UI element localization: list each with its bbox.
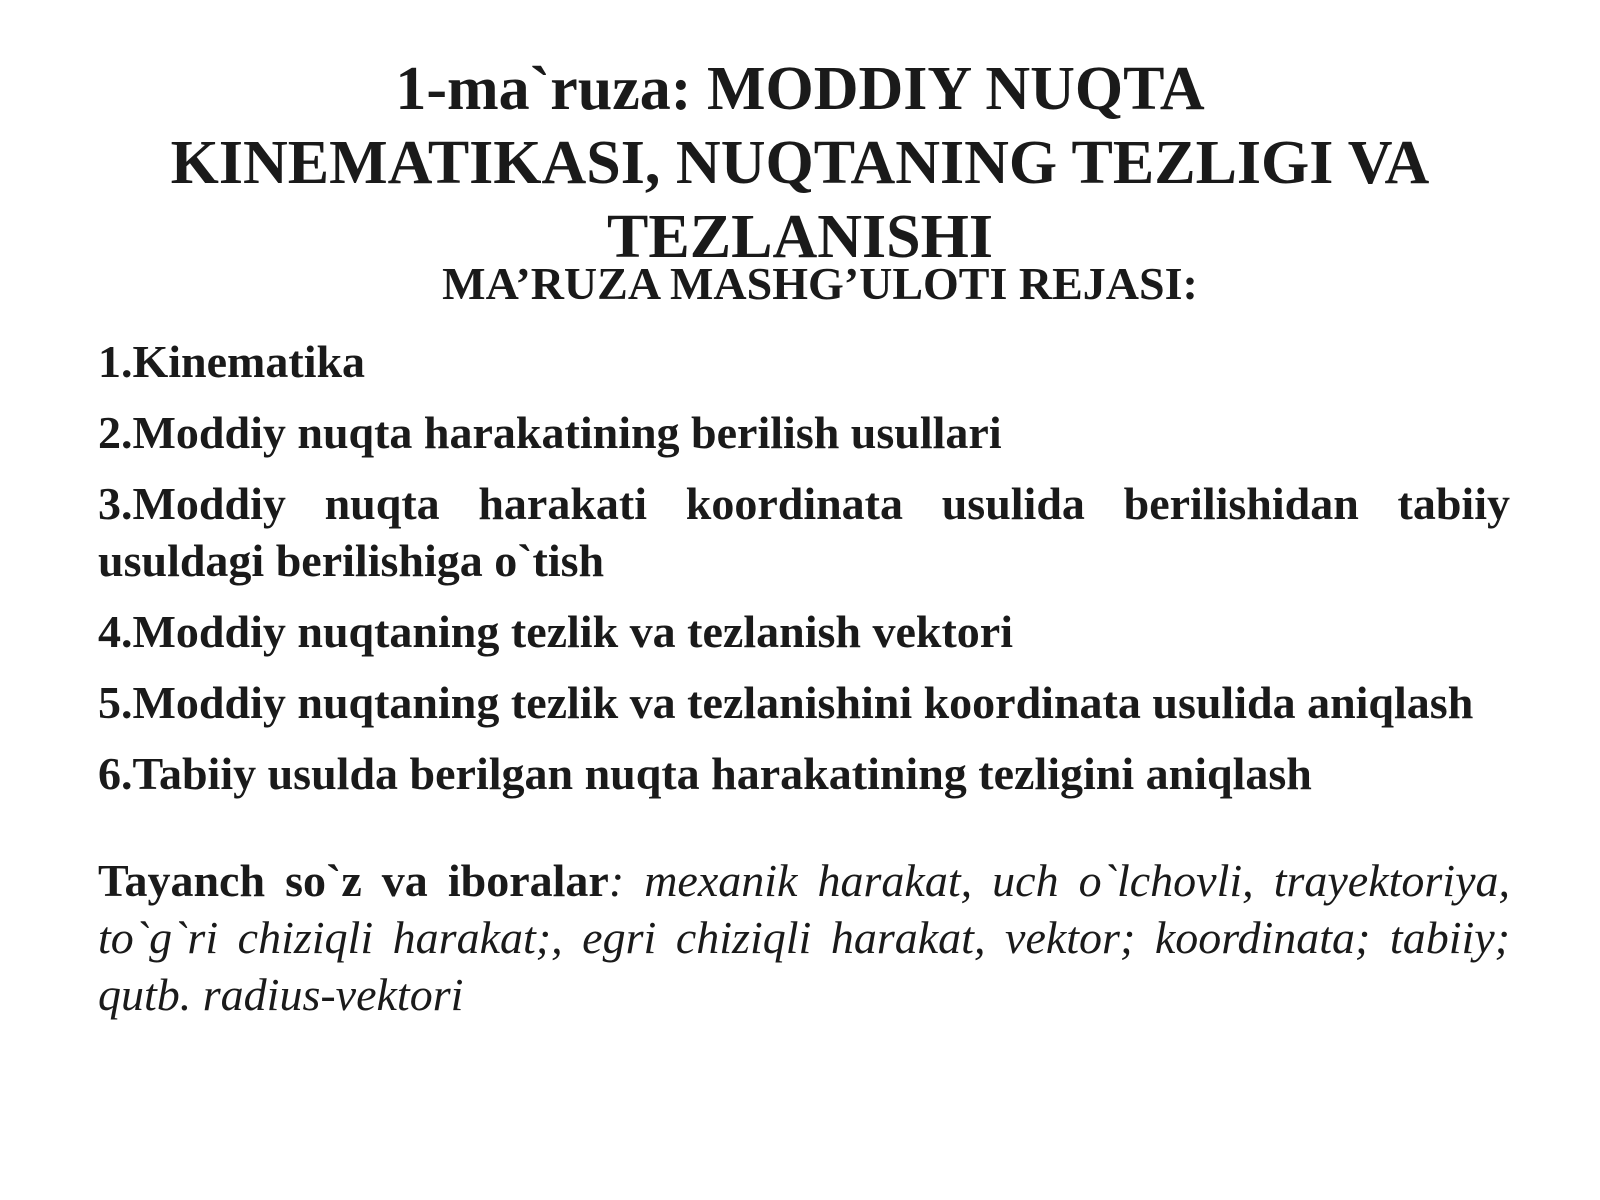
lecture-title-line-1: 1-ma`ruza: MODDIY NUQTA	[395, 55, 1205, 123]
keywords-text: : mexanik harakat, uch o`lchovli, trayektoriya, to`g`ri chiziqli harakat;, egri chiziqli harakat, vektor; koordinata; tabiiy; qutb. radius-vektori	[98, 855, 1511, 1020]
lecture-plan-list	[98, 333, 1510, 816]
plan-item-2: 2.Moddiy nuqta harakatining berilish usullari	[98, 407, 1002, 458]
plan-heading: MA’RUZA MASHG’ULOTI REJASI:	[442, 258, 1198, 309]
plan-item-3: 3.Moddiy nuqta harakati koordinata usulida berilishidan tabiiy usuldagi berilishiga o`tish	[98, 478, 1510, 586]
plan-item-4: 4.Moddiy nuqtaning tezlik va tezlanish vektori	[98, 606, 1013, 657]
keywords-paragraph	[98, 852, 1510, 1023]
plan-item-5: 5.Moddiy nuqtaning tezlik va tezlanishini koordinata usulida aniqlash	[98, 677, 1474, 728]
keywords-label: Tayanch so`z va iboralar	[98, 855, 609, 906]
plan-item-6: 6.Tabiiy usulda berilgan nuqta harakatining tezligini aniqlash	[98, 748, 1312, 799]
lecture-title-line-3: TEZLANISHI	[607, 203, 993, 271]
plan-item-1: 1.Kinematika	[98, 336, 366, 387]
lecture-title-line-2: KINEMATIKASI, NUQTANING TEZLIGI VA	[170, 129, 1430, 197]
lecture-title	[100, 52, 1500, 274]
